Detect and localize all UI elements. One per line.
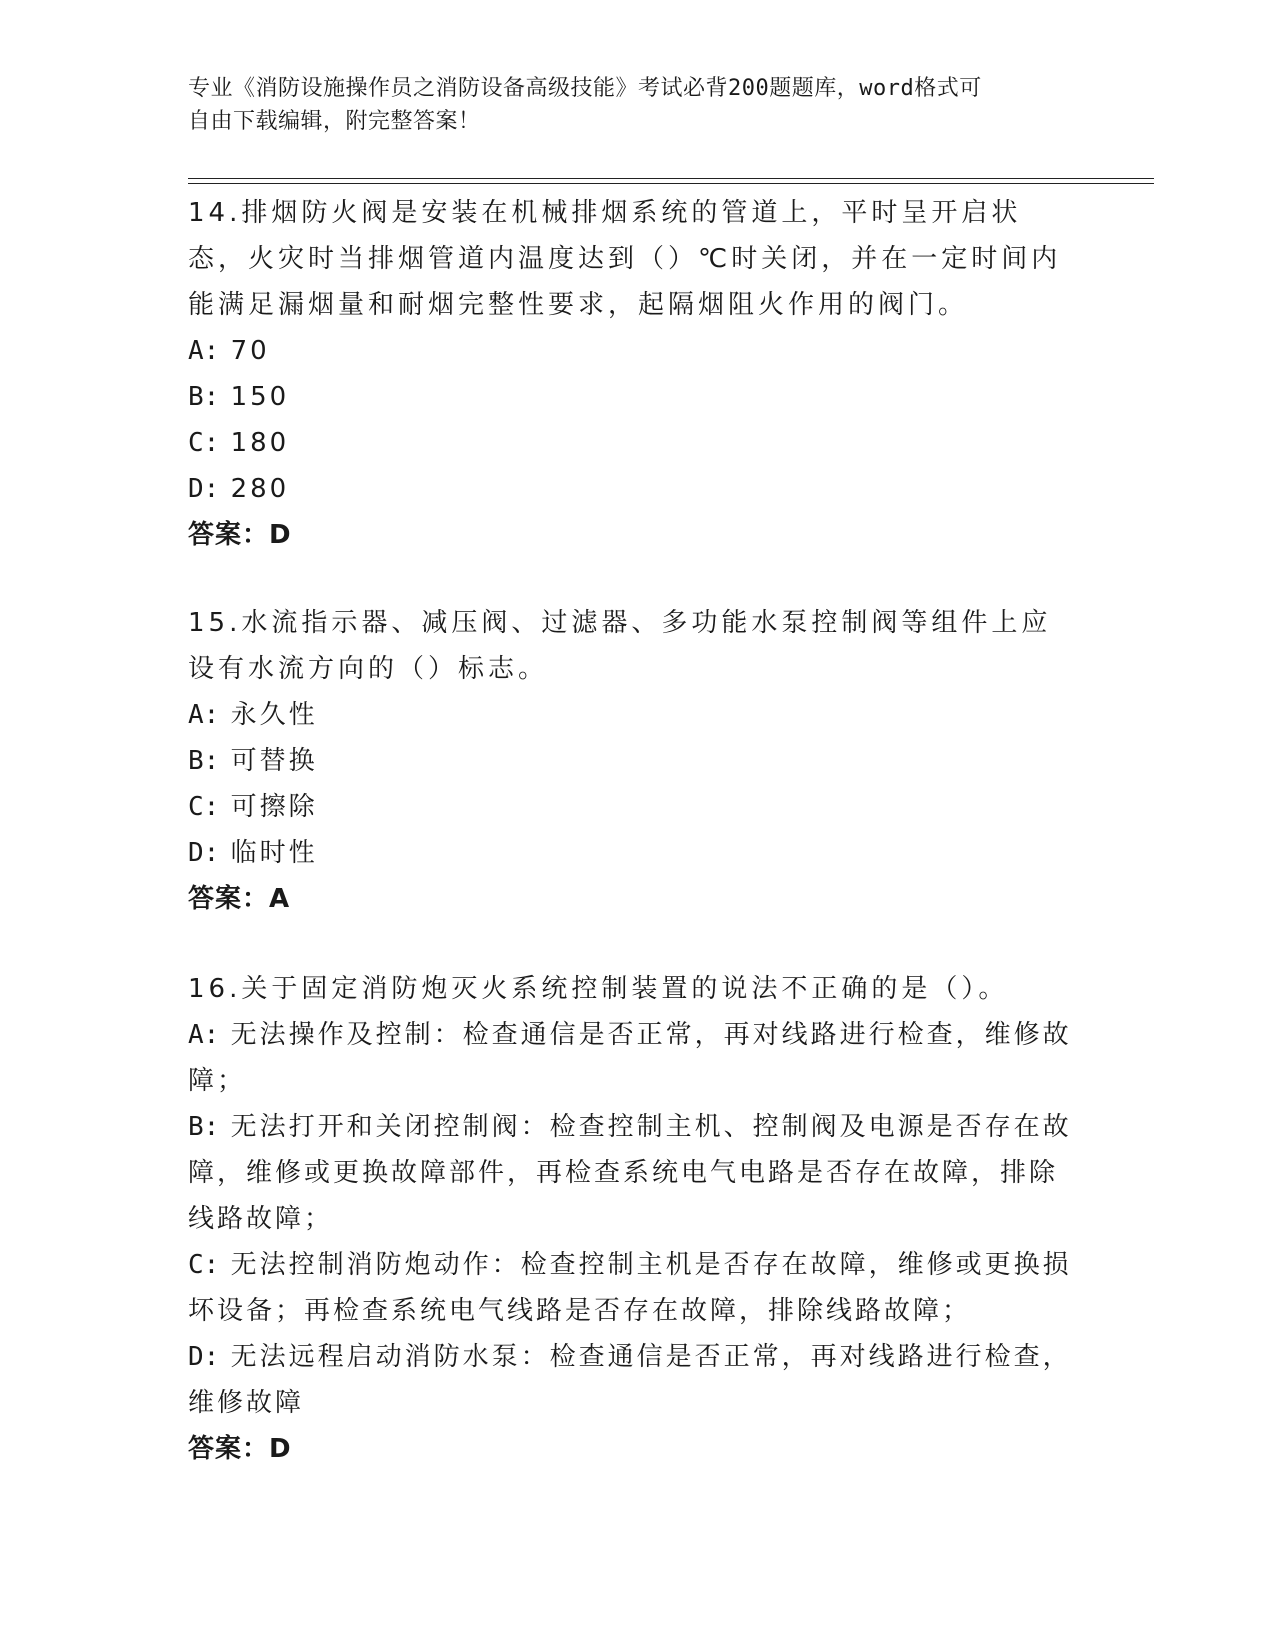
option-text: 无法打开和关闭控制阀：检查控制主机、控制阀及电源是否存在故障，维修或更换故障部件，再检查系统电气电路是否存在故障，排除线路故障； bbox=[188, 1112, 1072, 1234]
answer: 答案：D bbox=[188, 520, 292, 550]
question-16 bbox=[188, 966, 1073, 1472]
option-letter: A: bbox=[188, 1020, 220, 1050]
header-line-1: 专业《消防设施操作员之消防设备高级技能》考试必背200题题库，word格式可 bbox=[188, 76, 982, 101]
option-a bbox=[188, 328, 1073, 374]
option-a bbox=[188, 692, 1073, 738]
document-header bbox=[188, 72, 1068, 138]
option-text: 无法操作及控制：检查通信是否正常，再对线路进行检查，维修故障； bbox=[188, 1020, 1072, 1096]
question-15 bbox=[188, 600, 1073, 922]
option-letter: A: bbox=[188, 336, 220, 366]
option-text: 临时性 bbox=[230, 838, 318, 868]
header-divider-bottom bbox=[188, 183, 1154, 184]
option-text: 可擦除 bbox=[230, 792, 318, 822]
option-letter: C: bbox=[188, 1250, 220, 1280]
option-text: 无法远程启动消防水泵：检查通信是否正常，再对线路进行检查，维修故障 bbox=[188, 1342, 1072, 1418]
option-d bbox=[188, 830, 1073, 876]
option-text: 永久性 bbox=[230, 700, 318, 730]
question-14 bbox=[188, 190, 1073, 558]
option-letter: D: bbox=[188, 1342, 220, 1372]
header-line-2: 自由下载编辑，附完整答案！ bbox=[188, 109, 481, 134]
option-text: 180 bbox=[230, 428, 290, 458]
option-c bbox=[188, 784, 1073, 830]
option-letter: C: bbox=[188, 792, 220, 822]
option-a bbox=[188, 1012, 1073, 1104]
option-text: 无法控制消防炮动作：检查控制主机是否存在故障，维修或更换损坏设备；再检查系统电气线路是否存在故障，排除线路故障； bbox=[188, 1250, 1072, 1326]
answer: 答案：D bbox=[188, 1434, 292, 1464]
option-b bbox=[188, 1104, 1073, 1242]
header-divider-top bbox=[188, 178, 1154, 179]
option-b bbox=[188, 374, 1073, 420]
option-text: 150 bbox=[230, 382, 290, 412]
option-c bbox=[188, 420, 1073, 466]
option-letter: B: bbox=[188, 1112, 220, 1142]
option-d bbox=[188, 466, 1073, 512]
answer: 答案：A bbox=[188, 884, 291, 914]
option-letter: D: bbox=[188, 838, 220, 868]
option-c bbox=[188, 1242, 1073, 1334]
option-text: 可替换 bbox=[230, 746, 318, 776]
option-d bbox=[188, 1334, 1073, 1426]
question-text: 15.水流指示器、减压阀、过滤器、多功能水泵控制阀等组件上应设有水流方向的（）标志。 bbox=[188, 608, 1052, 684]
question-text: 14.排烟防火阀是安装在机械排烟系统的管道上，平时呈开启状态，火灾时当排烟管道内温度达到（）℃时关闭，并在一定时间内能满足漏烟量和耐烟完整性要求，起隔烟阻火作用的阀门。 bbox=[188, 198, 1062, 320]
option-letter: D: bbox=[188, 474, 220, 504]
question-text: 16.关于固定消防炮灭火系统控制装置的说法不正确的是（）。 bbox=[188, 974, 1009, 1004]
option-b bbox=[188, 738, 1073, 784]
option-letter: B: bbox=[188, 382, 220, 412]
option-text: 280 bbox=[230, 474, 290, 504]
option-letter: B: bbox=[188, 746, 220, 776]
option-text: 70 bbox=[230, 336, 270, 366]
option-letter: A: bbox=[188, 700, 220, 730]
option-letter: C: bbox=[188, 428, 220, 458]
